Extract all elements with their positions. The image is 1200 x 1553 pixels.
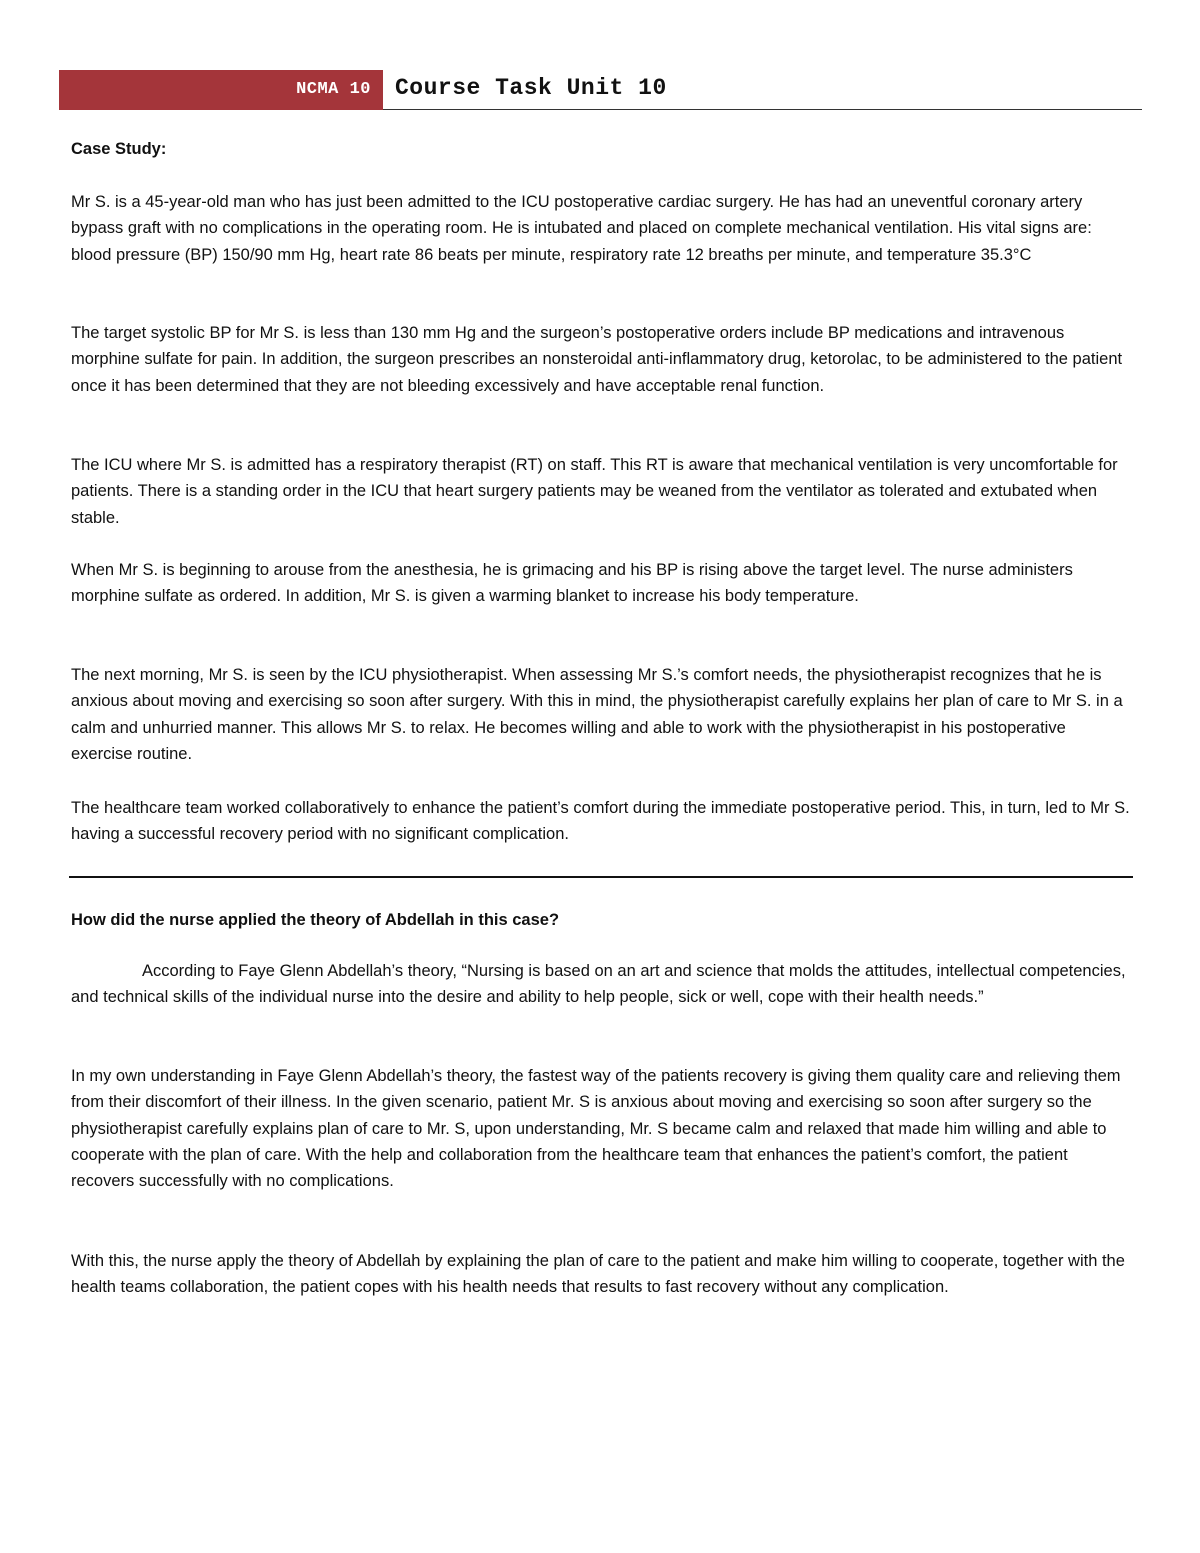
answer-paragraph-2 bbox=[71, 1063, 1131, 1194]
answer-paragraph-1 bbox=[71, 958, 1131, 1011]
paragraph: When Mr S. is beginning to arouse from the anesthesia, he is grimacing and his BP is rising above the target level. The nurse administers morphine sulfate as ordered. In addition, Mr S. is given a warming blanket to increase his body temperature. bbox=[71, 561, 1073, 606]
paragraph: With this, the nurse apply the theory of Abdellah by explaining the plan of care to the patient and make him willing to cooperate, together with the health teams collaboration, the patient copes with his health needs that results to fast recovery without any complication. bbox=[71, 1252, 1125, 1297]
paragraph: In my own understanding in Faye Glenn Abdellah’s theory, the fastest way of the patients recovery is giving them quality care and relieving them from their discomfort of their illness. In the given scenario, patient Mr. S is anxious about moving and exercising so soon after surgery so the physiotherapist carefully explains plan of care to Mr. S, upon understanding, Mr. S became calm and relaxed that made him willing and able to cooperate with the plan of care. With the help and collaboration from the healthcare team that enhances the patient’s comfort, the patient recovers successfully with no complications. bbox=[71, 1067, 1121, 1191]
case-study-paragraph-3 bbox=[71, 452, 1131, 531]
case-study-paragraph-2 bbox=[71, 320, 1131, 399]
question-label: How did the nurse applied the theory of Abdellah in this case? bbox=[71, 911, 560, 929]
paragraph: According to Faye Glenn Abdellah’s theory, “Nursing is based on an art and science that molds the attitudes, intellectual competencies, and technical skills of the individual nurse into the desire and ability to help people, sick or well, cope with their health needs.” bbox=[71, 962, 1126, 1007]
answer-paragraph-3 bbox=[71, 1248, 1131, 1301]
paragraph: The healthcare team worked collaboratively to enhance the patient’s comfort during the immediate postoperative period. This, in turn, led to Mr S. having a successful recovery period with no significant complication. bbox=[71, 799, 1130, 844]
section-divider bbox=[69, 876, 1133, 878]
case-study-label-block bbox=[71, 136, 1131, 162]
course-code-banner bbox=[59, 70, 383, 110]
question-block bbox=[71, 907, 1131, 933]
paragraph: The next morning, Mr S. is seen by the ICU physiotherapist. When assessing Mr S.’s comfort needs, the physiotherapist recognizes that he is anxious about moving and exercising so soon after surgery. With this in mind, the physiotherapist carefully explains her plan of care to Mr S. in a calm and unhurried manner. This allows Mr S. to relax. He becomes willing and able to work with the physiotherapist in his postoperative exercise routine. bbox=[71, 666, 1123, 763]
case-study-label: Case Study: bbox=[71, 140, 167, 158]
header-divider bbox=[383, 109, 1142, 110]
course-code: NCMA 10 bbox=[296, 80, 371, 99]
paragraph: The ICU where Mr S. is admitted has a respiratory therapist (RT) on staff. This RT is aware that mechanical ventilation is very uncomfortable for patients. There is a standing order in the ICU that heart surgery patients may be weaned from the ventilator as tolerated and extubated when stable. bbox=[71, 456, 1118, 527]
document-title: Course Task Unit 10 bbox=[395, 75, 667, 101]
case-study-paragraph-4 bbox=[71, 557, 1131, 610]
case-study-paragraph-5 bbox=[71, 662, 1131, 767]
case-study-paragraph-1 bbox=[71, 189, 1131, 268]
paragraph: The target systolic BP for Mr S. is less than 130 mm Hg and the surgeon’s postoperative orders include BP medications and intravenous morphine sulfate for pain. In addition, the surgeon prescribes an nonsteroidal anti-inflammatory drug, ketorolac, to be administered to the patient once it has been determined that they are not bleeding excessively and have acceptable renal function. bbox=[71, 324, 1123, 395]
document-header bbox=[59, 70, 1142, 110]
case-study-paragraph-6 bbox=[71, 795, 1131, 848]
paragraph: Mr S. is a 45-year-old man who has just been admitted to the ICU postoperative cardiac surgery. He has had an uneventful coronary artery bypass graft with no complications in the operating room. He is intubated and placed on complete mechanical ventilation. His vital signs are: blood pressure (BP) 150/90 mm Hg, heart rate 86 beats per minute, respiratory rate 12 breaths per minute, and temperature 35.3°C bbox=[71, 193, 1092, 264]
